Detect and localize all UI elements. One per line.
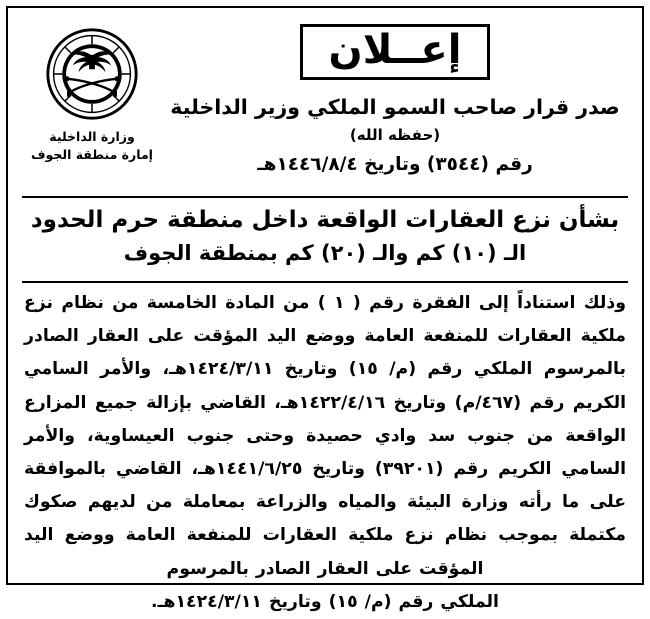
protect-line: (حفظه الله) (349, 125, 441, 144)
subject-line-1: بشأن نزع العقارات الواقعة داخل منطقة حرم الحدود (30, 207, 620, 233)
subject-block (22, 198, 628, 275)
emblem-caption-line2: إمارة منطقة الجوف (31, 147, 153, 163)
title-box (300, 24, 491, 80)
emblem-block (22, 18, 162, 164)
emblem-caption (22, 128, 162, 164)
emblem-caption-line1: وزارة الداخلية (49, 129, 135, 144)
body-last-line: الملكي رقم (م/ ١٥) وتاريخ ١٤٢٤/٣/١١هـ. (151, 591, 499, 612)
body-text (22, 283, 628, 619)
subject-line-2: الـ (١٠) كم والـ (٢٠) كم بمنطقة الجوف (123, 240, 527, 265)
decree-number-line: رقم (٣٥٤٤) وتاريخ ١٤٤٦/٨/٤هـ (257, 153, 533, 175)
header-main (162, 18, 628, 175)
document-header (22, 18, 628, 190)
body-paragraph: وذلك استناداً إلى الفقرة رقم ( ١ ) من المادة الخامسة من نظام نزع ملكية العقارات للمنفعة العامة ووضع اليد المؤقت على العقار الصادر بالمرسوم الملكي رقم (م/ ١٥) وتاريخ ١٤٢٤/٣/١١هـ، والأمر السامي الكريم رقم (٤٦٧/م) وتاريخ ١٤٢٢/٤/١٦هـ، القاضي بإزالة جميع المزارع الواقعة من جنوب سد وادي حصيدة وحتى جنوب العيساوية، والأمر السامي الكريم رقم (٣٩٢٠١) وتاريخ ١٤٤١/٦/٢٥هـ، القاضي بالموافقة على ما رأته وزارة البيئة والمياه والزراعة بمعاملة من لديهم صكوك مكتملة بموجب نظام نزع ملكية العقارات للمنفعة العامة ووضع اليد المؤقت على العقار الصادر بالمرسوم (24, 293, 627, 579)
document-content (12, 12, 638, 612)
ministry-of-interior-emblem-icon (44, 26, 140, 122)
page-title: إعــلان (328, 27, 462, 73)
decree-line: صدر قرار صاحب السمو الملكي وزير الداخلية (170, 95, 620, 119)
